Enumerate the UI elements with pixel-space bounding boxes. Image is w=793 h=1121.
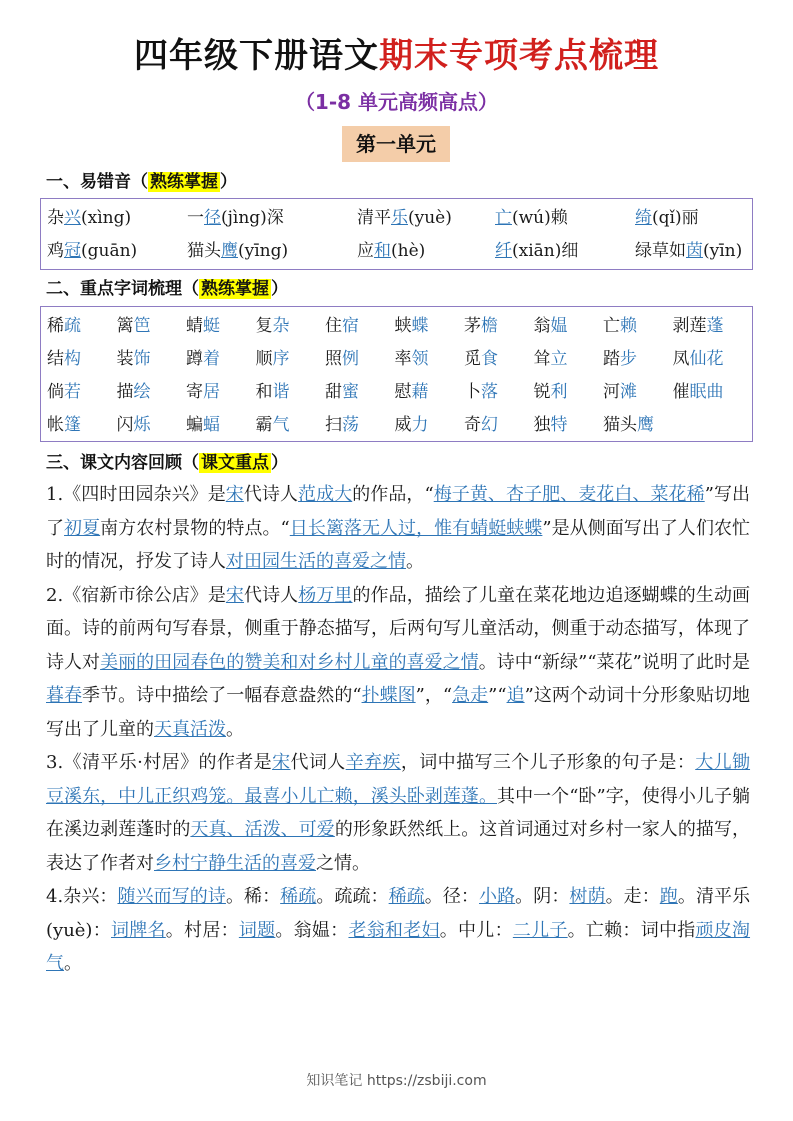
vocabulary-word bbox=[186, 376, 220, 408]
section-heading-highlight: 熟练掌握 bbox=[150, 172, 218, 192]
pronunciation-prefix: 杂 bbox=[47, 208, 64, 228]
vocabulary-char-key: 幻 bbox=[481, 415, 498, 435]
vocabulary-char-plain: 奇 bbox=[464, 415, 481, 435]
vocabulary-char-plain: 照 bbox=[325, 349, 342, 369]
key-answer: 跑 bbox=[659, 886, 678, 907]
vocabulary-word bbox=[395, 343, 429, 375]
key-answer: 稀疏 bbox=[280, 886, 317, 907]
unit-label: 第一单元 bbox=[342, 126, 450, 162]
vocabulary-word bbox=[117, 409, 151, 441]
paragraph-text: 3.《清平乐·村居》的作者是 bbox=[46, 752, 273, 773]
key-answer: 宋 bbox=[272, 752, 291, 773]
vocabulary-char-key: 仙花 bbox=[689, 349, 724, 369]
paragraph-text: 。亡赖：词中指 bbox=[567, 919, 696, 941]
pronunciation-prefix: 一 bbox=[187, 208, 204, 228]
vocabulary-char-plain: 扫 bbox=[325, 415, 342, 435]
key-answer: 大儿锄豆溪东，中儿正织鸡笼。最喜小儿亡赖，溪头卧剥莲蓬。 bbox=[46, 752, 751, 807]
vocabulary-char-key: 宿 bbox=[342, 316, 359, 336]
vocabulary-char-plain: 复 bbox=[255, 316, 273, 336]
key-answer: 稀疏 bbox=[388, 886, 425, 907]
pronunciation-target-char: 亡 bbox=[495, 208, 512, 228]
vocabulary-char-plain: 住 bbox=[325, 316, 342, 336]
subtitle: （1-8 单元高频高点） bbox=[294, 90, 499, 114]
vocabulary-char-key: 步 bbox=[620, 349, 637, 369]
section-heading-pronunciation bbox=[46, 169, 237, 195]
vocabulary-word bbox=[395, 409, 429, 441]
vocabulary-char-plain: 结 bbox=[47, 349, 64, 369]
vocabulary-char-plain: 霸 bbox=[255, 415, 273, 435]
pronunciation-prefix: 清平 bbox=[357, 208, 391, 228]
vocabulary-char-plain: 觅 bbox=[464, 349, 481, 369]
key-answer: 急走 bbox=[452, 685, 489, 706]
vocabulary-char-key: 利 bbox=[550, 382, 568, 402]
vocabulary-char-key: 蜓 bbox=[203, 316, 220, 336]
vocabulary-char-plain: 蝙 bbox=[186, 415, 203, 435]
vocabulary-word bbox=[325, 376, 359, 408]
paragraph-text: ”写出了 bbox=[46, 484, 751, 539]
vocabulary-char-key: 赖 bbox=[620, 316, 637, 336]
key-answer: 辛弃疾 bbox=[345, 752, 401, 773]
vocabulary-char-key: 媪 bbox=[550, 316, 568, 336]
paragraph-text: 。走： bbox=[605, 886, 660, 907]
title-part-black: 四年级下册语文 bbox=[134, 36, 379, 76]
vocabulary-char-key: 谐 bbox=[272, 382, 290, 402]
pronunciation-target-char: 乐 bbox=[391, 208, 408, 228]
vocabulary-char-key: 杂 bbox=[272, 316, 290, 336]
vocabulary-char-plain: 蜻 bbox=[186, 316, 203, 336]
vocabulary-char-plain: 篱 bbox=[116, 316, 134, 336]
vocabulary-char-plain: 威 bbox=[394, 415, 412, 435]
key-answer: 二儿子 bbox=[512, 919, 568, 941]
vocabulary-word bbox=[325, 343, 359, 375]
vocabulary-word bbox=[673, 343, 724, 375]
vocabulary-char-key: 烁 bbox=[133, 415, 151, 435]
vocabulary-char-plain: 闪 bbox=[116, 415, 134, 435]
pronunciation-item bbox=[495, 235, 578, 267]
key-answer: 梅子黄、杏子肥、麦花白、菜花稀 bbox=[433, 484, 705, 505]
vocabulary-word bbox=[464, 343, 498, 375]
vocabulary-char-key: 力 bbox=[411, 415, 429, 435]
paragraph-text: 南方农村景物的特点。“ bbox=[100, 517, 290, 539]
key-answer: 扑蝶图 bbox=[361, 685, 416, 706]
vocabulary-word bbox=[47, 310, 81, 342]
vocabulary-char-key: 绘 bbox=[133, 382, 151, 402]
vocabulary-word bbox=[534, 409, 568, 441]
vocabulary-char-plain: 凤 bbox=[672, 349, 690, 369]
vocabulary-char-plain: 和 bbox=[255, 382, 273, 402]
key-answer: 初夏 bbox=[64, 517, 101, 539]
key-answer: 暮春 bbox=[46, 685, 83, 706]
vocabulary-char-key: 落 bbox=[481, 382, 498, 402]
paragraph-text: ”是从侧面写出了人们农忙时的情况，抒发了诗人 bbox=[46, 517, 751, 572]
section-heading-highlight: 课文重点 bbox=[201, 453, 269, 473]
section-heading-close: ） bbox=[271, 279, 288, 299]
vocabulary-word bbox=[534, 343, 568, 375]
key-answer: 美丽的田园春色的赞美和对乡村儿童的喜爱之情 bbox=[100, 651, 479, 673]
key-answer: 天真活泼 bbox=[154, 718, 226, 740]
vocabulary-char-plain: 倘 bbox=[47, 382, 64, 402]
pronunciation-pinyin: (xiān)细 bbox=[512, 241, 579, 261]
key-answer: 随兴而写的诗 bbox=[117, 886, 226, 907]
paragraph-text: 代诗人 bbox=[243, 484, 299, 505]
pronunciation-row bbox=[41, 235, 752, 267]
paragraph-text: ”这两个动词十分形象贴切地写出了儿童的 bbox=[46, 685, 751, 740]
key-answer: 日长篱落无人过，惟有蜻蜓蛱蝶 bbox=[289, 517, 543, 539]
review-paragraph bbox=[46, 746, 750, 880]
vocabulary-char-key: 笆 bbox=[133, 316, 151, 336]
pronunciation-pinyin: (yuè) bbox=[408, 208, 452, 228]
vocabulary-char-key: 蝶 bbox=[411, 316, 429, 336]
vocabulary-char-key: 居 bbox=[203, 382, 220, 402]
pronunciation-pinyin: (yīng) bbox=[238, 241, 289, 261]
vocabulary-char-plain: 率 bbox=[394, 349, 412, 369]
pronunciation-target-char: 径 bbox=[204, 208, 221, 228]
vocabulary-word bbox=[47, 409, 81, 441]
vocabulary-char-plain: 稀 bbox=[47, 316, 64, 336]
section-heading-vocabulary bbox=[46, 276, 288, 302]
key-answer: 小路 bbox=[479, 886, 516, 907]
vocabulary-word bbox=[395, 376, 429, 408]
vocabulary-char-key: 蜜 bbox=[342, 382, 359, 402]
vocabulary-word bbox=[186, 409, 220, 441]
review-paragraph bbox=[46, 579, 750, 747]
pronunciation-prefix: 绿草如 bbox=[635, 241, 686, 261]
key-answer: 对田园生活的喜爱之情 bbox=[226, 551, 406, 572]
key-answer: 老翁和老妇 bbox=[348, 919, 440, 941]
pronunciation-prefix: 鸡 bbox=[47, 241, 64, 261]
review-paragraphs bbox=[46, 478, 750, 981]
vocabulary-word bbox=[186, 310, 220, 342]
paragraph-text: 之情。 bbox=[316, 852, 370, 874]
paragraph-text: 。 bbox=[226, 718, 244, 740]
vocabulary-char-key: 立 bbox=[550, 349, 568, 369]
paragraph-text: ”，“ bbox=[415, 685, 453, 706]
vocabulary-row bbox=[41, 343, 752, 375]
vocabulary-char-plain: 河 bbox=[603, 382, 620, 402]
paragraph-text: 。村居： bbox=[165, 919, 239, 941]
pronunciation-pinyin: (guān) bbox=[81, 241, 138, 261]
vocabulary-char-key: 眠曲 bbox=[689, 382, 724, 402]
vocabulary-char-key: 序 bbox=[272, 349, 290, 369]
pronunciation-item bbox=[635, 235, 742, 267]
document-title bbox=[0, 28, 793, 77]
vocabulary-char-key: 鹰 bbox=[637, 415, 654, 435]
paragraph-text: 代词人 bbox=[290, 752, 346, 773]
vocabulary-word bbox=[603, 343, 637, 375]
pronunciation-item bbox=[357, 235, 425, 267]
pronunciation-pinyin: (jìng)深 bbox=[221, 208, 284, 228]
vocabulary-word bbox=[534, 310, 568, 342]
key-answer: 宋 bbox=[225, 484, 244, 505]
key-answer: 顽皮淘气 bbox=[46, 919, 751, 974]
vocabulary-word bbox=[186, 343, 220, 375]
vocabulary-char-plain: 催 bbox=[672, 382, 690, 402]
pronunciation-target-char: 冠 bbox=[64, 241, 81, 261]
section-heading-close: ） bbox=[271, 453, 288, 473]
pronunciation-item bbox=[47, 202, 131, 234]
paragraph-text: 。稀： bbox=[225, 886, 281, 907]
paragraph-text: 1.《四时田园杂兴》是 bbox=[46, 484, 226, 505]
vocabulary-box bbox=[40, 306, 753, 442]
vocabulary-char-plain: 猫头 bbox=[603, 415, 637, 435]
vocabulary-char-plain: 踏 bbox=[603, 349, 620, 369]
key-answer: 天真、活泼、可爱 bbox=[190, 819, 335, 840]
vocabulary-word bbox=[117, 343, 151, 375]
paragraph-text: 。阴： bbox=[515, 886, 570, 907]
paragraph-text: 。清平乐(yuè)： bbox=[46, 886, 751, 941]
vocabulary-char-key: 疏 bbox=[64, 316, 81, 336]
vocabulary-char-key: 食 bbox=[481, 349, 498, 369]
key-answer: 树荫 bbox=[569, 886, 606, 907]
pronunciation-item bbox=[495, 202, 568, 234]
paragraph-text: 。诗中“新绿”“菜花”说明了此时是 bbox=[478, 651, 750, 673]
vocabulary-word bbox=[603, 409, 654, 441]
key-answer: 追 bbox=[506, 685, 525, 706]
key-answer: 词牌名 bbox=[111, 919, 166, 941]
paragraph-text: 。 bbox=[64, 953, 82, 974]
vocabulary-char-plain: 茅 bbox=[464, 316, 481, 336]
vocabulary-row bbox=[41, 376, 752, 408]
vocabulary-char-plain: 寄 bbox=[186, 382, 203, 402]
vocabulary-word bbox=[603, 310, 637, 342]
vocabulary-char-key: 蝠 bbox=[203, 415, 220, 435]
paragraph-text: 2.《宿新市徐公店》是 bbox=[46, 584, 226, 606]
vocabulary-word bbox=[464, 376, 498, 408]
paragraph-text: 代诗人 bbox=[244, 584, 299, 606]
paragraph-text: 的形象跃然纸上。这首词通过对乡村一家人的描写，表达了作者对 bbox=[46, 819, 750, 874]
vocabulary-word bbox=[325, 409, 359, 441]
vocabulary-char-plain: 耸 bbox=[533, 349, 551, 369]
key-answer: 乡村宁静生活的喜爱 bbox=[154, 852, 316, 874]
pronunciation-target-char: 纤 bbox=[495, 241, 512, 261]
vocabulary-char-key: 气 bbox=[272, 415, 290, 435]
vocabulary-char-key: 蓬 bbox=[706, 316, 724, 336]
vocabulary-char-key: 构 bbox=[64, 349, 81, 369]
section-heading-text: 三、课文内容回顾（ bbox=[46, 453, 199, 473]
vocabulary-char-plain: 卜 bbox=[464, 382, 481, 402]
vocabulary-char-plain: 慰 bbox=[394, 382, 412, 402]
pronunciation-pinyin: (wú)赖 bbox=[512, 208, 568, 228]
vocabulary-word bbox=[464, 409, 498, 441]
vocabulary-char-plain: 蹲 bbox=[186, 349, 203, 369]
pronunciation-item bbox=[635, 202, 699, 234]
paragraph-text: 。疏疏： bbox=[316, 886, 389, 907]
key-answer: 词题 bbox=[238, 919, 276, 941]
vocabulary-char-plain: 甜 bbox=[325, 382, 342, 402]
vocabulary-word bbox=[603, 376, 637, 408]
vocabulary-char-plain: 顺 bbox=[255, 349, 273, 369]
title-part-red: 期末专项考点梳理 bbox=[379, 36, 659, 76]
vocabulary-word bbox=[325, 310, 359, 342]
pronunciation-prefix: 应 bbox=[357, 241, 374, 261]
paragraph-text: 。翁媪： bbox=[275, 919, 349, 941]
vocabulary-row bbox=[41, 310, 752, 342]
vocabulary-row bbox=[41, 409, 752, 441]
pronunciation-pinyin: (yīn) bbox=[703, 241, 743, 261]
section-heading-text: 一、易错音（ bbox=[46, 172, 148, 192]
paragraph-text: 的作品，“ bbox=[352, 484, 434, 505]
pronunciation-target-char: 茵 bbox=[686, 241, 703, 261]
vocabulary-word bbox=[534, 376, 568, 408]
vocabulary-char-key: 领 bbox=[411, 349, 429, 369]
vocabulary-char-key: 滩 bbox=[620, 382, 637, 402]
key-answer: 宋 bbox=[225, 584, 244, 606]
review-paragraph bbox=[46, 880, 750, 981]
section-heading-text: 二、重点字词梳理（ bbox=[46, 279, 199, 299]
paragraph-text: 。 bbox=[406, 551, 424, 572]
vocabulary-word bbox=[673, 376, 724, 408]
vocabulary-char-key: 荡 bbox=[342, 415, 359, 435]
vocabulary-char-key: 例 bbox=[342, 349, 359, 369]
pronunciation-prefix: 猫头 bbox=[187, 241, 221, 261]
pronunciation-pinyin: (qǐ)丽 bbox=[652, 208, 699, 228]
vocabulary-word bbox=[464, 310, 498, 342]
section-heading-highlight: 熟练掌握 bbox=[201, 279, 269, 299]
pronunciation-target-char: 绮 bbox=[635, 208, 652, 228]
vocabulary-char-key: 藉 bbox=[411, 382, 429, 402]
key-answer: 杨万里 bbox=[298, 584, 353, 606]
section-heading-close: ） bbox=[220, 172, 237, 192]
pronunciation-item bbox=[357, 202, 452, 234]
vocabulary-char-plain: 亡 bbox=[603, 316, 620, 336]
pronunciation-row bbox=[41, 202, 752, 234]
pronunciation-item bbox=[47, 235, 137, 267]
vocabulary-char-plain: 描 bbox=[116, 382, 134, 402]
pronunciation-target-char: 兴 bbox=[64, 208, 81, 228]
paragraph-text: 。中儿： bbox=[439, 919, 513, 941]
pronunciation-pinyin: (hè) bbox=[391, 241, 426, 261]
pronunciation-target-char: 鹰 bbox=[221, 241, 238, 261]
paragraph-text: 季节。诗中描绘了一幅春意盎然的“ bbox=[82, 685, 362, 706]
vocabulary-word bbox=[47, 376, 81, 408]
vocabulary-word bbox=[256, 343, 290, 375]
vocabulary-char-plain: 锐 bbox=[533, 382, 551, 402]
vocabulary-char-plain: 独 bbox=[533, 415, 551, 435]
pronunciation-item bbox=[187, 235, 288, 267]
pronunciation-pinyin: (xìng) bbox=[81, 208, 132, 228]
vocabulary-char-key: 若 bbox=[64, 382, 81, 402]
pronunciation-target-char: 和 bbox=[374, 241, 391, 261]
paragraph-text: 其中一个“卧”字，使得小儿子躺在溪边剥莲蓬时的 bbox=[46, 785, 751, 840]
key-answer: 范成大 bbox=[298, 484, 353, 505]
pronunciation-box bbox=[40, 198, 753, 270]
vocabulary-word bbox=[117, 310, 151, 342]
vocabulary-char-plain: 帐 bbox=[47, 415, 64, 435]
vocabulary-word bbox=[673, 310, 724, 342]
review-paragraph bbox=[46, 478, 750, 579]
paragraph-text: ，词中描写三个儿子形象的句子是： bbox=[400, 752, 696, 773]
paragraph-text: 。径： bbox=[424, 886, 480, 907]
vocabulary-char-key: 檐 bbox=[481, 316, 498, 336]
vocabulary-word bbox=[395, 310, 429, 342]
vocabulary-word bbox=[256, 310, 290, 342]
vocabulary-char-key: 篷 bbox=[64, 415, 81, 435]
vocabulary-char-key: 饰 bbox=[133, 349, 151, 369]
vocabulary-char-plain: 装 bbox=[116, 349, 134, 369]
pronunciation-item bbox=[187, 202, 284, 234]
vocabulary-char-key: 特 bbox=[550, 415, 568, 435]
vocabulary-word bbox=[256, 376, 290, 408]
vocabulary-char-plain: 翁 bbox=[533, 316, 551, 336]
vocabulary-word bbox=[47, 343, 81, 375]
vocabulary-char-key: 着 bbox=[203, 349, 220, 369]
paragraph-text: 4.杂兴： bbox=[46, 886, 118, 907]
vocabulary-word bbox=[256, 409, 290, 441]
vocabulary-word bbox=[117, 376, 151, 408]
footer-watermark: 知识笔记 https://zsbiji.com bbox=[306, 1073, 487, 1089]
paragraph-text: ”“ bbox=[488, 685, 507, 706]
vocabulary-char-plain: 蛱 bbox=[394, 316, 412, 336]
section-heading-review bbox=[46, 450, 288, 476]
vocabulary-char-plain: 剥莲 bbox=[672, 316, 707, 336]
paragraph-text: 的作品，描绘了儿童在菜花地边追逐蝴蝶的生动画面。诗的前两句写春景，侧重于静态描写，后两句写儿童活动，侧重于动态描写，体现了诗人对 bbox=[46, 584, 751, 673]
